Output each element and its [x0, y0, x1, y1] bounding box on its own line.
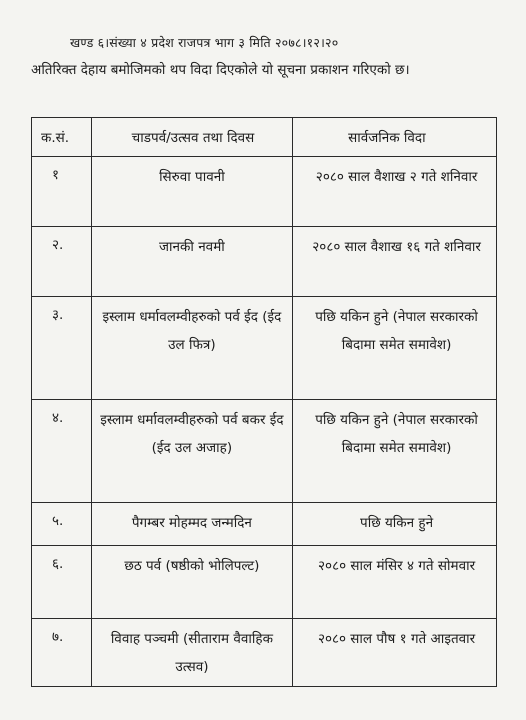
festival-cell: छठ पर्व (षष्ठीको भोलिपल्ट) [91, 546, 292, 619]
holiday-cell: २०८० साल पौष १ गते आइतवार [293, 619, 497, 687]
holiday-cell: २०८० साल वैशाख २ गते शनिवार [293, 157, 497, 227]
serial-cell: ३. [32, 297, 92, 400]
table-row [32, 546, 497, 619]
holiday-cell: पछि यकिन हुने (नेपाल सरकारको बिदामा समेत समावेश) [293, 297, 497, 400]
column-header-serial: क.सं. [32, 118, 92, 157]
holiday-cell: पछि यकिन हुने (नेपाल सरकारको बिदामा समेत समावेश) [293, 400, 497, 503]
festival-cell: इस्लाम धर्मावलम्वीहरुको पर्व ईद (ईद उल फित्र) [91, 297, 292, 400]
column-header-festival: चाडपर्व/उत्सव तथा दिवस [91, 118, 292, 157]
table-row [32, 227, 497, 297]
serial-cell: ६. [32, 546, 92, 619]
table-row [32, 619, 497, 687]
table-row [32, 297, 497, 400]
holiday-cell: २०८० साल मंसिर ४ गते सोमवार [293, 546, 497, 619]
serial-cell: ७. [32, 619, 92, 687]
table-row [32, 157, 497, 227]
holiday-cell: पछि यकिन हुने [293, 503, 497, 546]
serial-cell: ५. [32, 503, 92, 546]
table-row [32, 503, 497, 546]
holiday-cell: २०८० साल वैशाख १६ गते शनिवार [293, 227, 497, 297]
gazette-header: खण्ड ६।संख्या ४ प्रदेश राजपत्र भाग ३ मिति २०७८।१२।२० [70, 35, 339, 50]
serial-cell: १ [32, 157, 92, 227]
column-header-public-holiday: सार्वजनिक विदा [293, 118, 497, 157]
serial-cell: २. [32, 227, 92, 297]
festival-cell: विवाह पञ्चमी (सीताराम वैवाहिक उत्सव) [91, 619, 292, 687]
intro-paragraph: अतिरिक्त देहाय बमोजिमको थप विदा दिएकोले यो सूचना प्रकाशन गरिएको छ। [31, 62, 410, 78]
table-header-row [32, 118, 497, 157]
festival-cell: इस्लाम धर्मावलम्वीहरुको पर्व बकर ईद (ईद उल अजाह) [91, 400, 292, 503]
table-row [32, 400, 497, 503]
serial-cell: ४. [32, 400, 92, 503]
festival-cell: जानकी नवमी [91, 227, 292, 297]
festival-cell: सिरुवा पावनी [91, 157, 292, 227]
holiday-table [31, 117, 497, 687]
festival-cell: पैगम्बर मोहम्मद जन्मदिन [91, 503, 292, 546]
